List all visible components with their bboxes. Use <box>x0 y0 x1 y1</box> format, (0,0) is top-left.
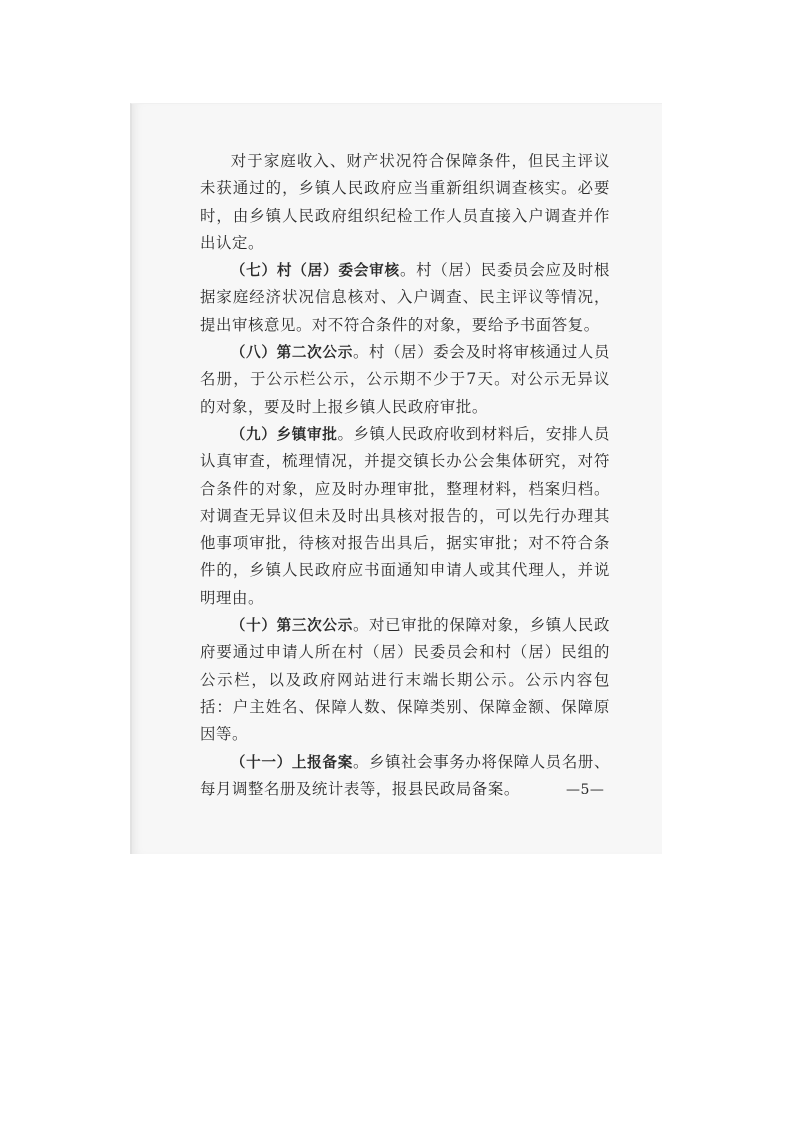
page-number: —5— <box>566 782 605 798</box>
document-body <box>200 148 610 803</box>
paragraph-3 <box>200 339 610 421</box>
paragraph-3-heading: （八）第二次公示 <box>230 344 353 362</box>
paragraph-5 <box>200 612 610 748</box>
paragraph-6-text: 。乡镇社会事务办将保障人员名册、每月调整名册及统计表等，报县民政局备案。 <box>200 752 610 798</box>
paragraph-4-text: 。乡镇人民政府收到材料后，安排人员认真审查，梳理情况，并提交镇长办公会集体研究，对符合条件的对象，应及时办理审批，整理材料，档案归档。对调查无异议但未及时出具核对报告的，可以先行办理其他事项审批，待核对报告出具后，据实审批；对不符合条件的，乡镇人民政府应书面通知申请人或其代理人，并说明理由。 <box>200 424 611 607</box>
paragraph-6-heading: （十一）上报备案 <box>230 753 353 771</box>
paragraph-4-heading: （九）乡镇审批 <box>230 425 338 443</box>
paragraph-1-text: 对于家庭收入、财产状况符合保障条件，但民主评议未获通过的，乡镇人民政府应当重新组织调查核实。必要时，由乡镇人民政府组织纪检工作人员直接入户调查并作出认定。 <box>200 152 610 252</box>
paragraph-5-heading: （十）第三次公示 <box>230 617 353 635</box>
paragraph-3-text: 。村（居）委会及时将审核通过人员名册，于公示栏公示，公示期不少于7天。对公示无异议的对象，要及时上报乡镇人民政府审批。 <box>200 343 610 416</box>
paragraph-2 <box>200 257 610 339</box>
paragraph-4 <box>200 421 610 612</box>
paragraph-2-heading: （七）村（居）委会审核 <box>230 262 400 280</box>
paragraph-1 <box>200 148 610 257</box>
paragraph-6 <box>200 749 610 804</box>
paragraph-2-text: 。村（居）民委员会应及时根据家庭经济状况信息核对、入户调查、民主评议等情况，提出审核意见。对不符合条件的对象，要给予书面答复。 <box>200 261 610 334</box>
paragraph-5-text: 。对已审批的保障对象，乡镇人民政府要通过申请人所在村（居）民委员会和村（居）民组的公示栏，以及政府网站进行末端长期公示。公示内容包括：户主姓名、保障人数、保障类别、保障金额、保障原因等。 <box>200 616 610 744</box>
